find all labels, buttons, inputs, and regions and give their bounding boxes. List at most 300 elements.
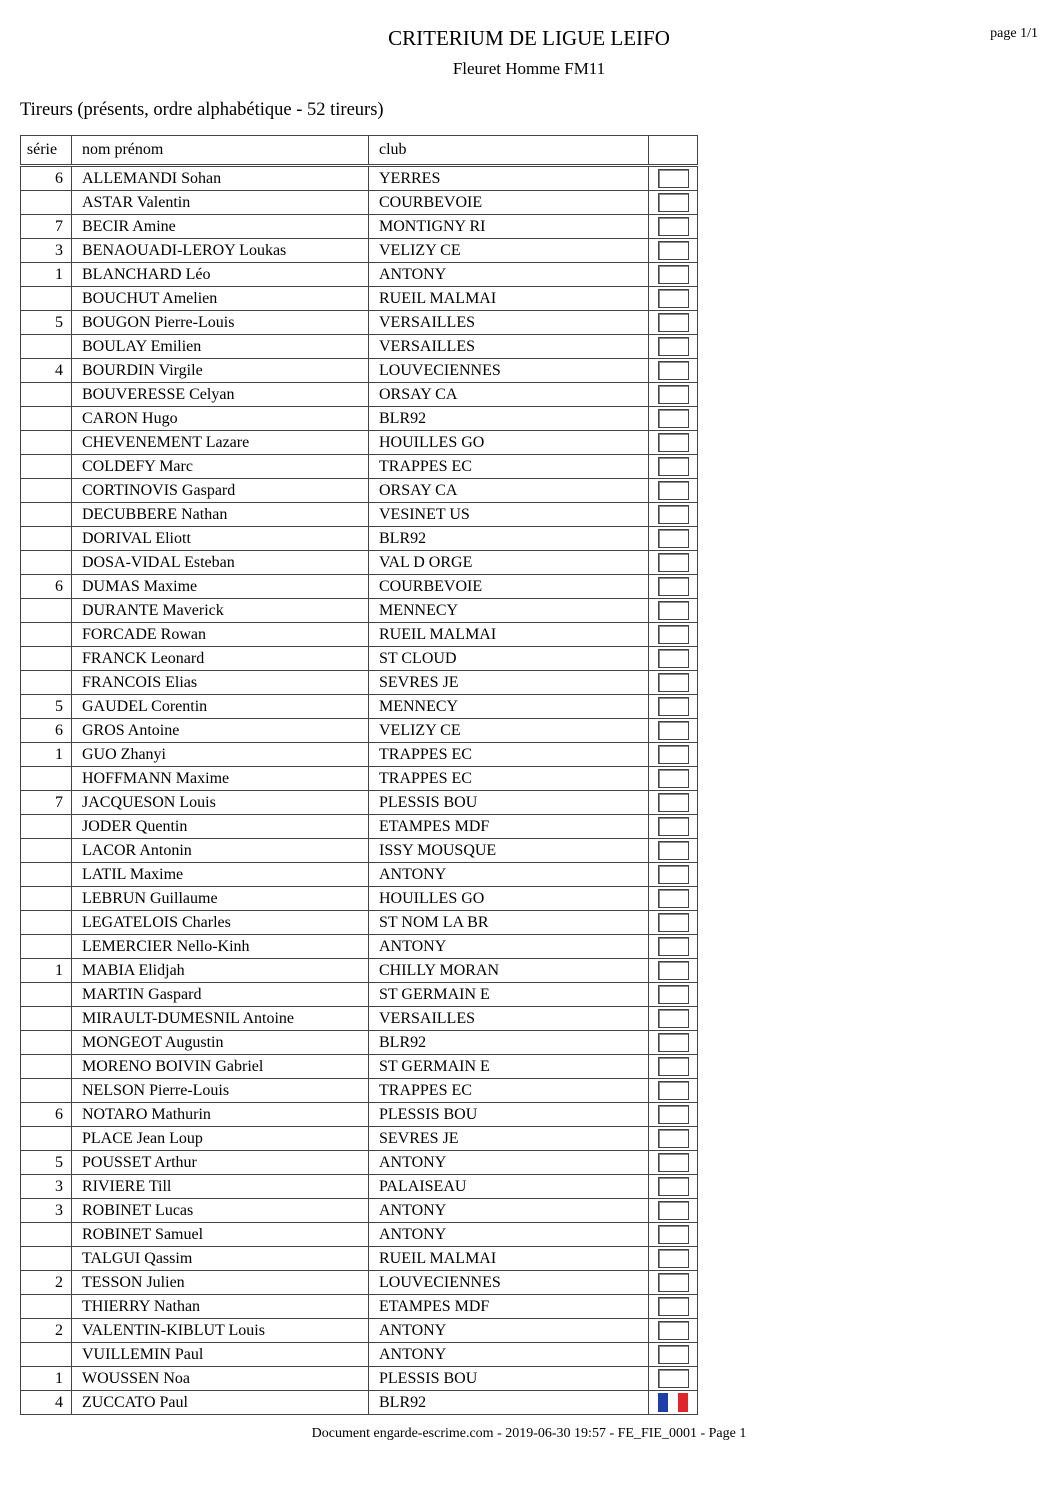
name-cell: HOFFMANN Maxime xyxy=(72,767,369,791)
serie-cell xyxy=(21,455,72,479)
flag-cell xyxy=(649,1295,698,1319)
checkbox-empty[interactable] xyxy=(658,1081,689,1100)
serie-cell xyxy=(21,935,72,959)
club-cell: ANTONY xyxy=(369,1223,649,1247)
club-cell: ANTONY xyxy=(369,263,649,287)
checkbox-empty[interactable] xyxy=(658,985,689,1004)
checkbox-empty[interactable] xyxy=(658,289,689,308)
table-row xyxy=(21,983,698,1007)
flag-cell xyxy=(649,671,698,695)
name-cell: JACQUESON Louis xyxy=(72,791,369,815)
name-cell: LACOR Antonin xyxy=(72,839,369,863)
checkbox-empty[interactable] xyxy=(658,1105,689,1124)
table-row xyxy=(21,1319,698,1343)
checkbox-empty[interactable] xyxy=(658,457,689,476)
name-cell: TALGUI Qassim xyxy=(72,1247,369,1271)
table-row xyxy=(21,383,698,407)
flag-cell xyxy=(649,191,698,215)
flag-stripe-blue xyxy=(658,1393,668,1412)
serie-cell: 6 xyxy=(21,1103,72,1127)
name-cell: JODER Quentin xyxy=(72,815,369,839)
flag-cell xyxy=(649,599,698,623)
table-row xyxy=(21,479,698,503)
serie-cell: 4 xyxy=(21,1391,72,1415)
table-row xyxy=(21,719,698,743)
name-cell: BLANCHARD Léo xyxy=(72,263,369,287)
checkbox-empty[interactable] xyxy=(658,1249,689,1268)
club-cell: VERSAILLES xyxy=(369,335,649,359)
club-cell: SEVRES JE xyxy=(369,671,649,695)
checkbox-empty[interactable] xyxy=(658,817,689,836)
club-cell: PLESSIS BOU xyxy=(369,1367,649,1391)
serie-cell xyxy=(21,983,72,1007)
serie-cell xyxy=(21,1127,72,1151)
checkbox-empty[interactable] xyxy=(658,337,689,356)
flag-cell xyxy=(649,1031,698,1055)
flag-cell xyxy=(649,287,698,311)
checkbox-empty[interactable] xyxy=(658,1273,689,1292)
name-cell: LATIL Maxime xyxy=(72,863,369,887)
checkbox-empty[interactable] xyxy=(658,409,689,428)
table-row xyxy=(21,1007,698,1031)
name-cell: LEGATELOIS Charles xyxy=(72,911,369,935)
table-row xyxy=(21,1175,698,1199)
name-cell: COLDEFY Marc xyxy=(72,455,369,479)
serie-cell xyxy=(21,647,72,671)
name-cell: GROS Antoine xyxy=(72,719,369,743)
table-row xyxy=(21,1247,698,1271)
checkbox-empty[interactable] xyxy=(658,217,689,236)
flag-cell xyxy=(649,503,698,527)
club-cell: HOUILLES GO xyxy=(369,887,649,911)
club-cell: ST CLOUD xyxy=(369,647,649,671)
club-cell: ST GERMAIN E xyxy=(369,1055,649,1079)
france-flag-icon xyxy=(658,1393,689,1412)
serie-cell: 3 xyxy=(21,1199,72,1223)
serie-cell xyxy=(21,1343,72,1367)
serie-cell: 1 xyxy=(21,1367,72,1391)
table-row xyxy=(21,1103,698,1127)
checkbox-empty[interactable] xyxy=(658,385,689,404)
club-cell: COURBEVOIE xyxy=(369,191,649,215)
club-cell: VAL D ORGE xyxy=(369,551,649,575)
table-row xyxy=(21,431,698,455)
table-row xyxy=(21,1391,698,1415)
checkbox-empty[interactable] xyxy=(658,1345,689,1364)
flag-cell xyxy=(649,983,698,1007)
serie-cell xyxy=(21,911,72,935)
flag-cell xyxy=(649,479,698,503)
checkbox-empty[interactable] xyxy=(658,889,689,908)
serie-cell xyxy=(21,1007,72,1031)
serie-cell: 7 xyxy=(21,215,72,239)
name-cell: LEMERCIER Nello-Kinh xyxy=(72,935,369,959)
name-cell: VALENTIN-KIBLUT Louis xyxy=(72,1319,369,1343)
flag-cell xyxy=(649,527,698,551)
column-header-name: nom prénom xyxy=(72,136,369,166)
club-cell: ANTONY xyxy=(369,863,649,887)
serie-cell xyxy=(21,1031,72,1055)
table-row xyxy=(21,455,698,479)
serie-cell: 1 xyxy=(21,263,72,287)
table-row xyxy=(21,791,698,815)
serie-cell: 5 xyxy=(21,311,72,335)
table-row xyxy=(21,863,698,887)
table-row xyxy=(21,671,698,695)
name-cell: MIRAULT-DUMESNIL Antoine xyxy=(72,1007,369,1031)
club-cell: VERSAILLES xyxy=(369,311,649,335)
name-cell: PLACE Jean Loup xyxy=(72,1127,369,1151)
flag-cell xyxy=(649,455,698,479)
club-cell: TRAPPES EC xyxy=(369,1079,649,1103)
checkbox-empty[interactable] xyxy=(658,697,689,716)
name-cell: ALLEMANDI Sohan xyxy=(72,166,369,191)
serie-cell xyxy=(21,839,72,863)
serie-cell: 3 xyxy=(21,239,72,263)
checkbox-empty[interactable] xyxy=(658,505,689,524)
table-row xyxy=(21,287,698,311)
table-row xyxy=(21,743,698,767)
flag-cell xyxy=(649,791,698,815)
serie-cell: 6 xyxy=(21,719,72,743)
club-cell: LOUVECIENNES xyxy=(369,1271,649,1295)
flag-cell xyxy=(649,1391,698,1415)
flag-cell xyxy=(649,959,698,983)
name-cell: POUSSET Arthur xyxy=(72,1151,369,1175)
table-row xyxy=(21,239,698,263)
checkbox-empty[interactable] xyxy=(658,313,689,332)
checkbox-empty[interactable] xyxy=(658,577,689,596)
serie-cell xyxy=(21,1055,72,1079)
club-cell: TRAPPES EC xyxy=(369,767,649,791)
flag-cell xyxy=(649,1007,698,1031)
serie-cell xyxy=(21,503,72,527)
name-cell: BOUGON Pierre-Louis xyxy=(72,311,369,335)
table-row xyxy=(21,959,698,983)
name-cell: BOULAY Emilien xyxy=(72,335,369,359)
table-row xyxy=(21,166,698,191)
checkbox-empty[interactable] xyxy=(658,1297,689,1316)
club-cell: RUEIL MALMAI xyxy=(369,287,649,311)
club-cell: BLR92 xyxy=(369,1031,649,1055)
serie-cell xyxy=(21,1223,72,1247)
serie-cell: 2 xyxy=(21,1271,72,1295)
name-cell: BECIR Amine xyxy=(72,215,369,239)
flag-cell xyxy=(649,1127,698,1151)
table-header-row xyxy=(21,136,698,166)
name-cell: TESSON Julien xyxy=(72,1271,369,1295)
checkbox-empty[interactable] xyxy=(658,241,689,260)
checkbox-empty[interactable] xyxy=(658,1321,689,1340)
checkbox-empty[interactable] xyxy=(658,361,689,380)
name-cell: DECUBBERE Nathan xyxy=(72,503,369,527)
name-cell: ZUCCATO Paul xyxy=(72,1391,369,1415)
table-row xyxy=(21,359,698,383)
table-row xyxy=(21,767,698,791)
flag-cell xyxy=(649,263,698,287)
club-cell: BLR92 xyxy=(369,527,649,551)
flag-cell xyxy=(649,1151,698,1175)
flag-cell xyxy=(649,359,698,383)
checkbox-empty[interactable] xyxy=(658,625,689,644)
checkbox-empty[interactable] xyxy=(658,1057,689,1076)
column-header-serie: série xyxy=(21,136,72,166)
flag-cell xyxy=(649,935,698,959)
club-cell: PLESSIS BOU xyxy=(369,1103,649,1127)
table-row xyxy=(21,1031,698,1055)
name-cell: DURANTE Maverick xyxy=(72,599,369,623)
name-cell: FRANCK Leonard xyxy=(72,647,369,671)
checkbox-empty[interactable] xyxy=(658,481,689,500)
flag-cell xyxy=(649,887,698,911)
flag-cell xyxy=(649,1319,698,1343)
name-cell: ROBINET Samuel xyxy=(72,1223,369,1247)
serie-cell xyxy=(21,767,72,791)
flag-cell xyxy=(649,1199,698,1223)
serie-cell: 3 xyxy=(21,1175,72,1199)
checkbox-empty[interactable] xyxy=(658,193,689,212)
table-row xyxy=(21,1199,698,1223)
serie-cell: 1 xyxy=(21,959,72,983)
name-cell: BOUVERESSE Celyan xyxy=(72,383,369,407)
name-cell: MORENO BOIVIN Gabriel xyxy=(72,1055,369,1079)
club-cell: ST NOM LA BR xyxy=(369,911,649,935)
fencers-table xyxy=(20,135,698,1415)
table-row xyxy=(21,575,698,599)
table-row xyxy=(21,815,698,839)
flag-cell xyxy=(649,695,698,719)
serie-cell xyxy=(21,815,72,839)
club-cell: COURBEVOIE xyxy=(369,575,649,599)
checkbox-empty[interactable] xyxy=(658,793,689,812)
checkbox-empty[interactable] xyxy=(658,1129,689,1148)
serie-cell xyxy=(21,383,72,407)
flag-cell xyxy=(649,623,698,647)
name-cell: FORCADE Rowan xyxy=(72,623,369,647)
flag-cell xyxy=(649,815,698,839)
flag-cell xyxy=(649,1103,698,1127)
name-cell: DORIVAL Eliott xyxy=(72,527,369,551)
checkbox-empty[interactable] xyxy=(658,1225,689,1244)
table-row xyxy=(21,1223,698,1247)
checkbox-empty[interactable] xyxy=(658,673,689,692)
page-number: page 1/1 xyxy=(990,26,1038,41)
club-cell: CHILLY MORAN xyxy=(369,959,649,983)
column-header-club: club xyxy=(369,136,649,166)
flag-cell xyxy=(649,335,698,359)
document-title: CRITERIUM DE LIGUE LEIFO xyxy=(388,26,670,50)
club-cell: RUEIL MALMAI xyxy=(369,1247,649,1271)
flag-cell xyxy=(649,311,698,335)
checkbox-empty[interactable] xyxy=(658,1201,689,1220)
checkbox-empty[interactable] xyxy=(658,601,689,620)
name-cell: ROBINET Lucas xyxy=(72,1199,369,1223)
name-cell: NELSON Pierre-Louis xyxy=(72,1079,369,1103)
serie-cell: 6 xyxy=(21,166,72,191)
flag-cell xyxy=(649,839,698,863)
table-row xyxy=(21,263,698,287)
serie-cell: 6 xyxy=(21,575,72,599)
checkbox-empty[interactable] xyxy=(658,865,689,884)
club-cell: TRAPPES EC xyxy=(369,455,649,479)
checkbox-empty[interactable] xyxy=(658,169,689,188)
serie-cell xyxy=(21,623,72,647)
checkbox-empty[interactable] xyxy=(658,1369,689,1388)
serie-cell xyxy=(21,335,72,359)
name-cell: DUMAS Maxime xyxy=(72,575,369,599)
name-cell: RIVIERE Till xyxy=(72,1175,369,1199)
serie-cell xyxy=(21,527,72,551)
club-cell: LOUVECIENNES xyxy=(369,359,649,383)
serie-cell xyxy=(21,431,72,455)
name-cell: WOUSSEN Noa xyxy=(72,1367,369,1391)
flag-cell xyxy=(649,239,698,263)
name-cell: BENAOUADI-LEROY Loukas xyxy=(72,239,369,263)
checkbox-empty[interactable] xyxy=(658,841,689,860)
table-row xyxy=(21,335,698,359)
table-row xyxy=(21,1079,698,1103)
checkbox-empty[interactable] xyxy=(658,529,689,548)
flag-cell xyxy=(649,1247,698,1271)
checkbox-empty[interactable] xyxy=(658,769,689,788)
flag-cell xyxy=(649,575,698,599)
club-cell: PLESSIS BOU xyxy=(369,791,649,815)
club-cell: ANTONY xyxy=(369,1151,649,1175)
serie-cell xyxy=(21,287,72,311)
club-cell: PALAISEAU xyxy=(369,1175,649,1199)
name-cell: BOUCHUT Amelien xyxy=(72,287,369,311)
name-cell: CARON Hugo xyxy=(72,407,369,431)
table-row xyxy=(21,503,698,527)
flag-cell xyxy=(649,1343,698,1367)
flag-cell xyxy=(649,863,698,887)
flag-cell xyxy=(649,911,698,935)
serie-cell: 1 xyxy=(21,743,72,767)
serie-cell xyxy=(21,887,72,911)
table-row xyxy=(21,1343,698,1367)
table-row xyxy=(21,887,698,911)
checkbox-empty[interactable] xyxy=(658,1153,689,1172)
club-cell: VELIZY CE xyxy=(369,719,649,743)
flag-cell xyxy=(649,743,698,767)
serie-cell xyxy=(21,1247,72,1271)
club-cell: SEVRES JE xyxy=(369,1127,649,1151)
checkbox-empty[interactable] xyxy=(658,649,689,668)
flag-cell xyxy=(649,383,698,407)
club-cell: ANTONY xyxy=(369,935,649,959)
club-cell: VERSAILLES xyxy=(369,1007,649,1031)
club-cell: VELIZY CE xyxy=(369,239,649,263)
flag-cell xyxy=(649,719,698,743)
club-cell: ANTONY xyxy=(369,1319,649,1343)
column-header-flag xyxy=(649,136,698,166)
flag-cell xyxy=(649,1271,698,1295)
serie-cell: 4 xyxy=(21,359,72,383)
table-row xyxy=(21,311,698,335)
table-row xyxy=(21,191,698,215)
name-cell: NOTARO Mathurin xyxy=(72,1103,369,1127)
checkbox-empty[interactable] xyxy=(658,433,689,452)
club-cell: ST GERMAIN E xyxy=(369,983,649,1007)
club-cell: MENNECY xyxy=(369,599,649,623)
checkbox-empty[interactable] xyxy=(658,553,689,572)
flag-cell xyxy=(649,647,698,671)
club-cell: BLR92 xyxy=(369,407,649,431)
club-cell: ORSAY CA xyxy=(369,479,649,503)
name-cell: FRANCOIS Elias xyxy=(72,671,369,695)
checkbox-empty[interactable] xyxy=(658,961,689,980)
flag-cell xyxy=(649,431,698,455)
flag-cell xyxy=(649,1079,698,1103)
checkbox-empty[interactable] xyxy=(658,913,689,932)
table-row xyxy=(21,215,698,239)
table-row xyxy=(21,527,698,551)
serie-cell xyxy=(21,863,72,887)
flag-cell xyxy=(649,551,698,575)
name-cell: GUO Zhanyi xyxy=(72,743,369,767)
serie-cell: 5 xyxy=(21,1151,72,1175)
flag-cell xyxy=(649,215,698,239)
table-row xyxy=(21,1127,698,1151)
checkbox-empty[interactable] xyxy=(658,721,689,740)
serie-cell: 5 xyxy=(21,695,72,719)
club-cell: RUEIL MALMAI xyxy=(369,623,649,647)
serie-cell xyxy=(21,671,72,695)
club-cell: ISSY MOUSQUE xyxy=(369,839,649,863)
club-cell: ANTONY xyxy=(369,1343,649,1367)
table-row xyxy=(21,623,698,647)
serie-cell: 2 xyxy=(21,1319,72,1343)
serie-cell xyxy=(21,599,72,623)
name-cell: THIERRY Nathan xyxy=(72,1295,369,1319)
club-cell: MONTIGNY RI xyxy=(369,215,649,239)
club-cell: BLR92 xyxy=(369,1391,649,1415)
club-cell: VESINET US xyxy=(369,503,649,527)
serie-cell: 7 xyxy=(21,791,72,815)
flag-cell xyxy=(649,1367,698,1391)
name-cell: MONGEOT Augustin xyxy=(72,1031,369,1055)
serie-cell xyxy=(21,1079,72,1103)
checkbox-empty[interactable] xyxy=(658,745,689,764)
table-row xyxy=(21,1271,698,1295)
flag-cell xyxy=(649,407,698,431)
club-cell: YERRES xyxy=(369,166,649,191)
club-cell: ORSAY CA xyxy=(369,383,649,407)
document-footer: Document engarde-escrime.com - 2019-06-30 19:57 - FE_FIE_0001 - Page 1 xyxy=(311,1426,747,1441)
table-row xyxy=(21,551,698,575)
table-row xyxy=(21,839,698,863)
table-row xyxy=(21,1295,698,1319)
table-row xyxy=(21,599,698,623)
club-cell: ANTONY xyxy=(369,1199,649,1223)
name-cell: MARTIN Gaspard xyxy=(72,983,369,1007)
checkbox-empty[interactable] xyxy=(658,937,689,956)
section-title: Tireurs (présents, ordre alphabétique - 52 tireurs) xyxy=(20,100,384,120)
checkbox-empty[interactable] xyxy=(658,1009,689,1028)
checkbox-empty[interactable] xyxy=(658,1033,689,1052)
checkbox-empty[interactable] xyxy=(658,1177,689,1196)
club-cell: ETAMPES MDF xyxy=(369,815,649,839)
name-cell: CORTINOVIS Gaspard xyxy=(72,479,369,503)
serie-cell xyxy=(21,191,72,215)
flag-cell xyxy=(649,767,698,791)
flag-cell xyxy=(649,1175,698,1199)
table-row xyxy=(21,647,698,671)
table-body xyxy=(21,166,698,1415)
table-row xyxy=(21,1367,698,1391)
table-row xyxy=(21,407,698,431)
checkbox-empty[interactable] xyxy=(658,265,689,284)
